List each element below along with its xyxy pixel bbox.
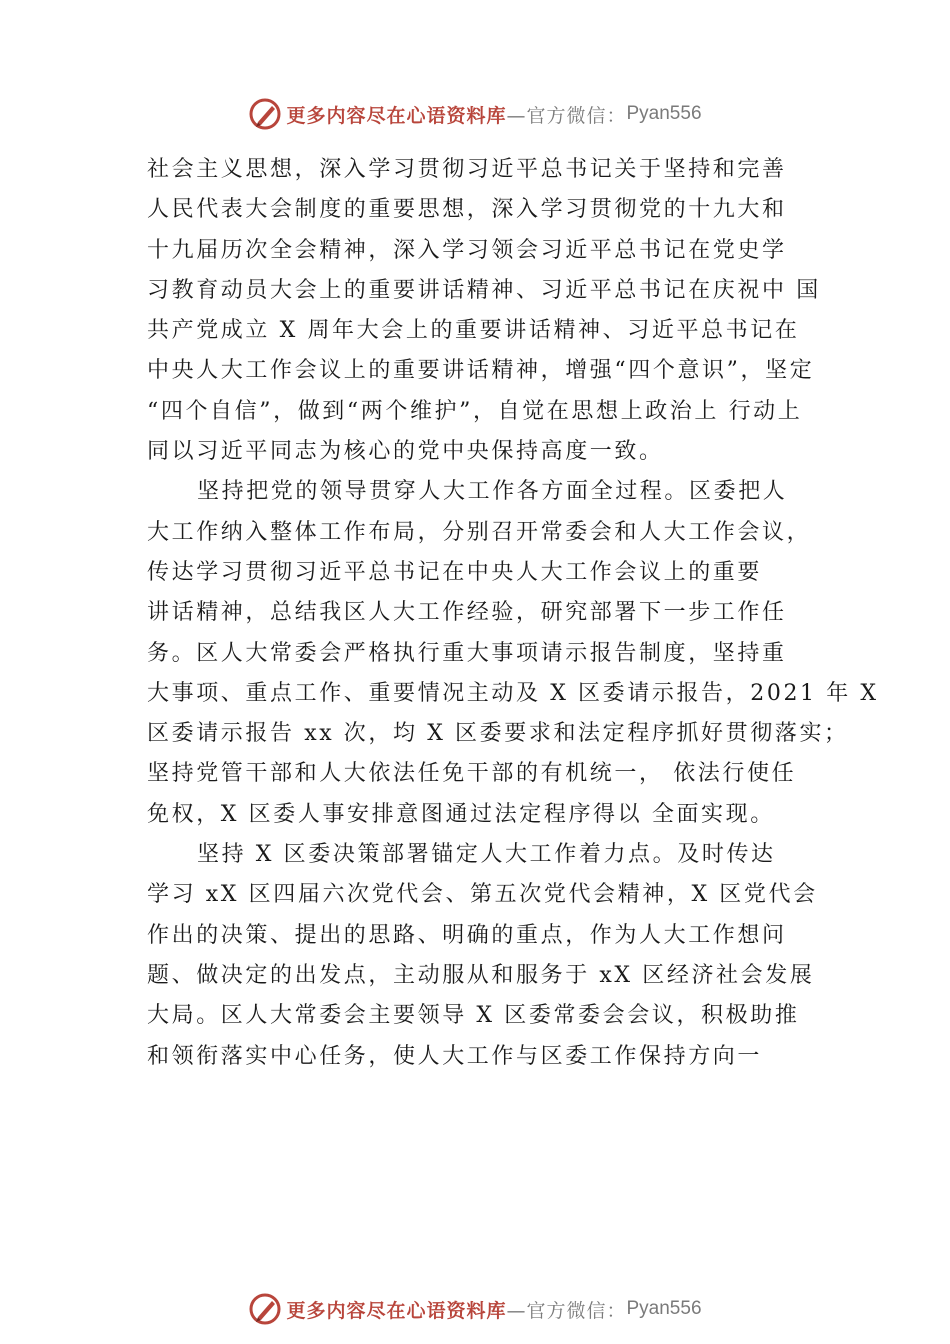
watermark-gray-text: —官方微信： bbox=[506, 1299, 627, 1322]
text-line: 区委请示报告 xx 次，均 X 区委要求和法定程序抓好贯彻落实； bbox=[147, 721, 849, 747]
text-line: 讲话精神，总结我区人大工作经验，研究部署下一步工作任 bbox=[147, 600, 787, 626]
watermark-wechat-id: Pyan556 bbox=[626, 103, 702, 124]
document-body bbox=[147, 150, 879, 1077]
text-line: 坚持党管干部和人大依法任免干部的有机统一， 依法行使任 bbox=[147, 761, 797, 787]
text-line: 和领衔落实中心任务，使人大工作与区委工作保持方向一 bbox=[147, 1043, 763, 1069]
text-line: 社会主义思想，深入学习贯彻习近平总书记关于坚持和完善 bbox=[147, 157, 787, 182]
text-line: 习教育动员大会上的重要讲话精神、习近平总书记在庆祝中 国 bbox=[147, 277, 821, 303]
text-line: 学习 xX 区四届六次党代会、第五次党代会精神，X 区党代会 bbox=[147, 882, 818, 908]
text-line: 大工作纳入整体工作布局，分别召开常委会和人大工作会议， bbox=[147, 519, 812, 545]
paragraph-start-line: 坚持 X 区委决策部署锚定人大工作着力点。及时传达 bbox=[197, 842, 776, 868]
watermark-gray-text: —官方微信： bbox=[506, 104, 627, 127]
pen-logo-icon bbox=[248, 97, 282, 131]
text-line: 作出的决策、提出的思路、明确的重点，作为人大工作想问 bbox=[147, 922, 787, 948]
watermark-header bbox=[0, 96, 950, 132]
watermark-footer bbox=[0, 1291, 950, 1327]
text-line: 务。区人大常委会严格执行重大事项请示报告制度，坚持重 bbox=[147, 640, 787, 666]
text-line: 中央人大工作会议上的重要讲话精神，增强“四个意识”，坚定 bbox=[147, 358, 815, 384]
text-line: 免权，X 区委人事安排意图通过法定程序得以 全面实现。 bbox=[147, 801, 775, 827]
text-line: 大局。区人大常委会主要领导 X 区委常委会会议，积极助推 bbox=[147, 1003, 800, 1029]
text-line: 十九届历次全会精神，深入学习领会习近平总书记在党史学 bbox=[147, 237, 787, 263]
text-line: 传达学习贯彻习近平总书记在中央人大工作会议上的重要 bbox=[147, 559, 763, 585]
text-line: 人民代表大会制度的重要思想，深入学习贯彻党的十九大和 bbox=[147, 197, 787, 223]
paragraph-start-line: 坚持把党的领导贯穿人大工作各方面全过程。区委把人 bbox=[197, 479, 788, 505]
text-line: 共产党成立 X 周年大会上的重要讲话精神、习近平总书记在 bbox=[147, 318, 800, 344]
text-line: 题、做决定的出发点，主动服从和服务于 xX 区经济社会发展 bbox=[147, 962, 815, 988]
text-line: 大事项、重点工作、重要情况主动及 X 区委请示报告，2021 年 X bbox=[147, 680, 879, 706]
pen-logo-icon bbox=[248, 1292, 282, 1326]
text-line: “四个自信”，做到“两个维护”，自觉在思想上政治上 行动上 bbox=[147, 398, 803, 424]
text-line: 同以习近平同志为核心的党中央保持高度一致。 bbox=[147, 439, 664, 465]
watermark-red-text: 更多内容尽在心语资料库 bbox=[286, 104, 507, 127]
watermark-red-text: 更多内容尽在心语资料库 bbox=[286, 1299, 507, 1322]
watermark-wechat-id: Pyan556 bbox=[626, 1298, 702, 1319]
